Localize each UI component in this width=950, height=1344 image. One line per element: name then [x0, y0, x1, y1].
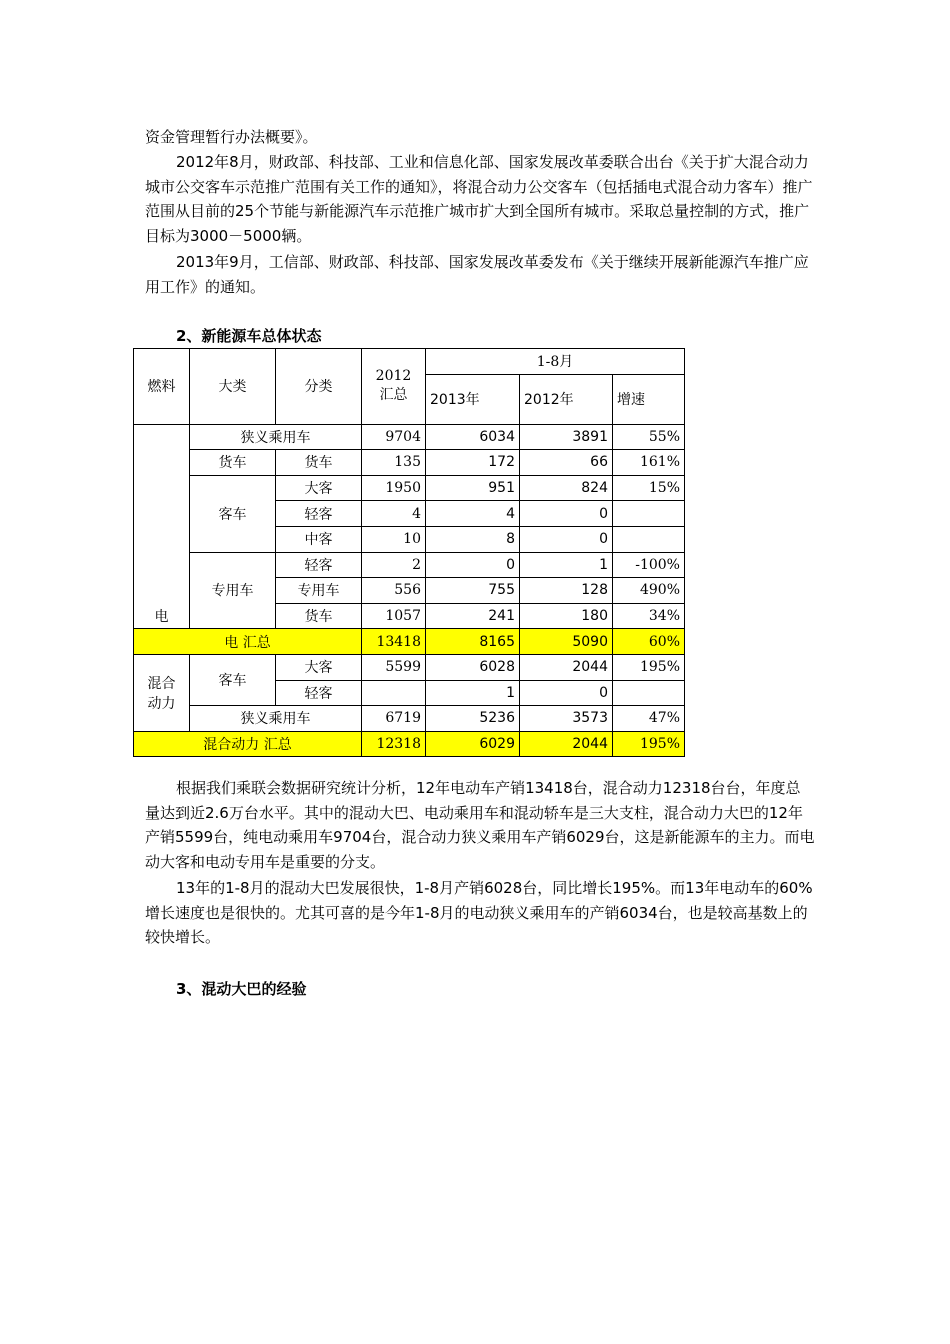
table-row — [134, 424, 685, 450]
cell-2013: 6029 — [426, 731, 520, 757]
cell-2012: 66 — [520, 450, 613, 476]
table-row — [134, 475, 685, 501]
header-sub-category: 分类 — [276, 349, 362, 425]
row-label: 狭义乘用车 — [190, 424, 362, 450]
cell-2013: 951 — [426, 475, 520, 501]
cell-2012: 3891 — [520, 424, 613, 450]
header-2012-year: 2012年 — [520, 374, 613, 424]
cell-growth: 15% — [613, 475, 685, 501]
table-row-electric-total — [134, 629, 685, 655]
cell-2012-total: 1950 — [362, 475, 426, 501]
cell-2012: 5090 — [520, 629, 613, 655]
cell-2012-total: 135 — [362, 450, 426, 476]
table-row — [134, 552, 685, 578]
table-header-row-1 — [134, 349, 685, 375]
header-total-label: 汇总 — [379, 387, 408, 404]
header-fuel: 燃料 — [134, 349, 190, 425]
cell-2012: 0 — [520, 501, 613, 527]
section-heading-hybrid-bus: 3、混动大巴的经验 — [176, 980, 307, 998]
header-2013-year: 2013年 — [426, 374, 520, 424]
table-row — [134, 706, 685, 732]
cell-2012-total — [362, 680, 426, 706]
sub-category: 货车 — [276, 603, 362, 629]
cell-2013: 6034 — [426, 424, 520, 450]
major-category-special: 专用车 — [190, 552, 276, 629]
sub-category: 专用车 — [276, 578, 362, 604]
sub-category: 轻客 — [276, 680, 362, 706]
cell-2012-total: 12318 — [362, 731, 426, 757]
cell-2012-total: 5599 — [362, 654, 426, 680]
paragraph-intro-tail: 资金管理暂行办法概要》。 — [145, 128, 318, 146]
cell-2013: 8 — [426, 526, 520, 552]
cell-growth: 55% — [613, 424, 685, 450]
cell-2012: 0 — [520, 680, 613, 706]
cell-growth: 34% — [613, 603, 685, 629]
paragraph-2013-policy: 2013年9月，工信部、财政部、科技部、国家发展改革委发布《关于继续开展新能源汽车推广应用工作》的通知。 — [145, 253, 809, 296]
cell-2012-total: 4 — [362, 501, 426, 527]
cell-growth: 47% — [613, 706, 685, 732]
sub-category: 大客 — [276, 654, 362, 680]
cell-2012: 128 — [520, 578, 613, 604]
table-row-hybrid-total — [134, 731, 685, 757]
cell-2012: 2044 — [520, 731, 613, 757]
header-major-category: 大类 — [190, 349, 276, 425]
cell-growth — [613, 680, 685, 706]
cell-2013: 241 — [426, 603, 520, 629]
cell-2012-total: 1057 — [362, 603, 426, 629]
cell-2012: 3573 — [520, 706, 613, 732]
sub-category: 货车 — [276, 450, 362, 476]
fuel-hybrid — [134, 654, 190, 731]
cell-2012: 2044 — [520, 654, 613, 680]
cell-growth — [613, 501, 685, 527]
cell-growth — [613, 526, 685, 552]
cell-2012-total: 556 — [362, 578, 426, 604]
cell-growth: 161% — [613, 450, 685, 476]
sub-category: 轻客 — [276, 501, 362, 527]
cell-2013: 8165 — [426, 629, 520, 655]
fuel-hybrid-line-1: 混合 — [147, 675, 176, 692]
cell-2012: 180 — [520, 603, 613, 629]
cell-2012: 824 — [520, 475, 613, 501]
cell-growth: 60% — [613, 629, 685, 655]
cell-2012: 0 — [520, 526, 613, 552]
cell-growth: -100% — [613, 552, 685, 578]
paragraph-growth: 13年的1-8月的混动大巴发展很快，1-8月产销6028台，同比增长195%。而13年电动车的60%增长速度也是很快的。尤其可喜的是今年1-8月的电动狭义乘用车的产销6034台，也是较高基数上的较快增长。 — [145, 879, 813, 946]
header-period: 1-8月 — [426, 349, 685, 375]
cell-2013: 5236 — [426, 706, 520, 732]
cell-2012-total: 6719 — [362, 706, 426, 732]
cell-2012-total: 9704 — [362, 424, 426, 450]
cell-2012: 1 — [520, 552, 613, 578]
major-category-bus: 客车 — [190, 475, 276, 552]
new-energy-vehicle-table — [133, 348, 685, 757]
cell-2013: 6028 — [426, 654, 520, 680]
hybrid-total-label: 混合动力 汇总 — [134, 731, 362, 757]
table-row — [134, 450, 685, 476]
cell-2013: 1 — [426, 680, 520, 706]
cell-2013: 0 — [426, 552, 520, 578]
cell-2013: 4 — [426, 501, 520, 527]
fuel-hybrid-line-2: 动力 — [147, 695, 176, 712]
paragraph-analysis: 根据我们乘联会数据研究统计分析，12年电动车产销13418台，混合动力12318台台，年度总量达到近2.6万台水平。其中的混动大巴、电动乘用车和混动轿车是三大支柱，混合动力大巴的12年产销5599台，纯电动乘用车9704台，混合动力狭义乘用车产销6029台，这是新能源车的主力。而电动大客和电动专用车是重要的分支。 — [145, 779, 815, 871]
paragraph-2012-policy: 2012年8月，财政部、科技部、工业和信息化部、国家发展改革委联合出台《关于扩大混合动力城市公交客车示范推广范围有关工作的通知》，将混合动力公交客车（包括插电式混合动力客车）推广范围从目前的25个节能与新能源汽车示范推广城市扩大到全国所有城市。采取总量控制的方式，推广目标为3000－5000辆。 — [145, 153, 813, 245]
cell-2012-total: 10 — [362, 526, 426, 552]
fuel-electric: 电 — [134, 424, 190, 629]
cell-growth: 195% — [613, 654, 685, 680]
major-category: 货车 — [190, 450, 276, 476]
row-label: 狭义乘用车 — [190, 706, 362, 732]
sub-category: 大客 — [276, 475, 362, 501]
header-growth: 增速 — [613, 374, 685, 424]
cell-growth: 490% — [613, 578, 685, 604]
sub-category: 轻客 — [276, 552, 362, 578]
cell-growth: 195% — [613, 731, 685, 757]
section-heading-overall-status: 2、新能源车总体状态 — [176, 327, 322, 345]
header-2012-total — [362, 349, 426, 425]
cell-2013: 172 — [426, 450, 520, 476]
cell-2012-total: 2 — [362, 552, 426, 578]
electric-total-label: 电 汇总 — [134, 629, 362, 655]
header-2012-label: 2012 — [375, 368, 412, 385]
cell-2013: 755 — [426, 578, 520, 604]
sub-category: 中客 — [276, 526, 362, 552]
major-category-hybrid-bus: 客车 — [190, 654, 276, 705]
cell-2012-total: 13418 — [362, 629, 426, 655]
table-row — [134, 654, 685, 680]
